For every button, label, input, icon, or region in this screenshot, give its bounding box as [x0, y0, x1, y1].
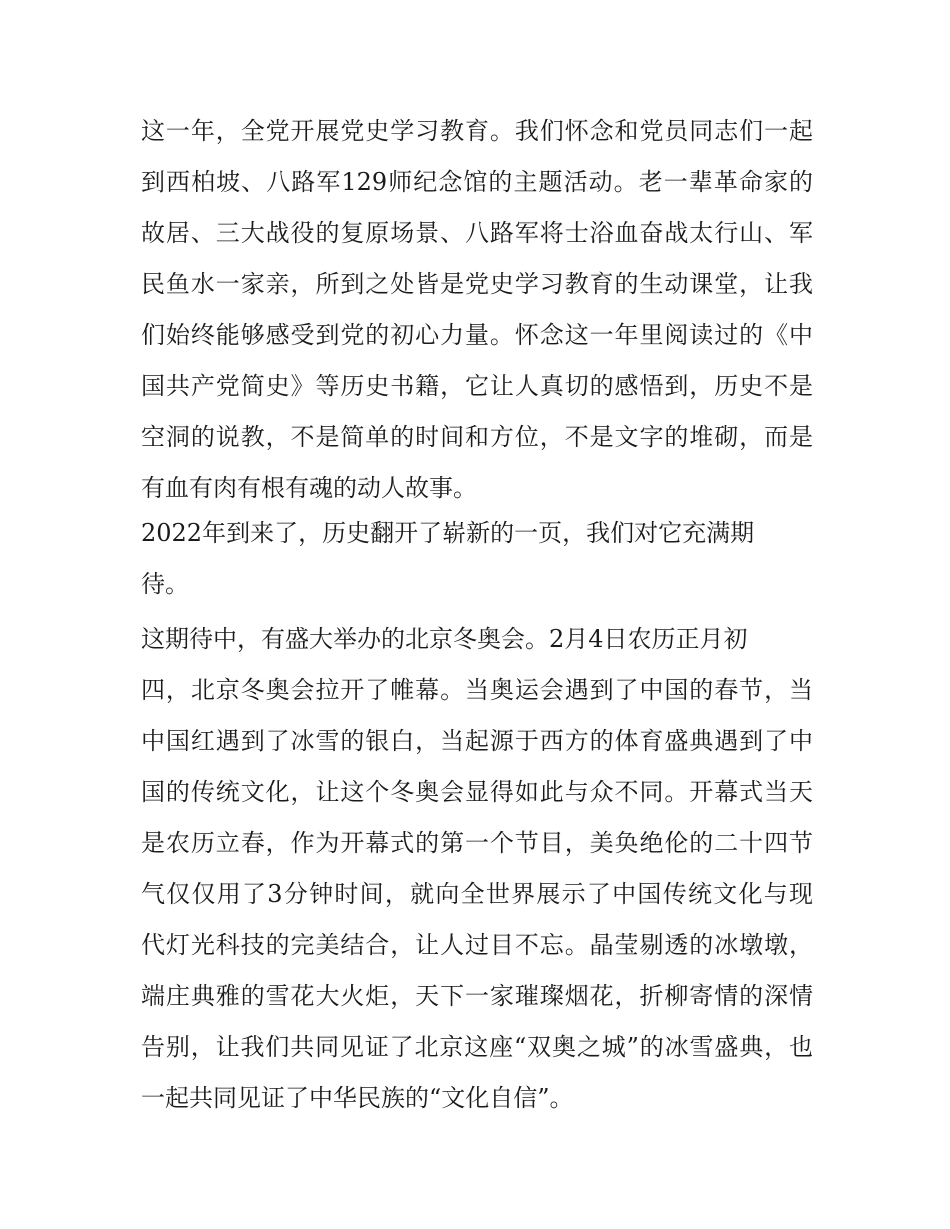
text-line: 是农历立春，作为开幕式的第一个节目，美奂绝伦的二十四节: [141, 829, 813, 857]
text-line: 空洞的说教，不是简单的时间和方位，不是文字的堆砌，而是: [141, 423, 813, 451]
text-line: 气仅仅用了3分钟时间，就向全世界展示了中国传统文化与现: [141, 880, 813, 908]
text-line: 四，北京冬奥会拉开了帷幕。当奥运会遇到了中国的春节，当: [141, 676, 813, 704]
text-line: 们始终能够感受到党的初心力量。怀念这一年里阅读过的《中: [141, 321, 813, 349]
text-line: 代灯光科技的完美结合，让人过目不忘。晶莹剔透的冰墩墩，: [141, 931, 813, 959]
text-line: 中国红遇到了冰雪的银白，当起源于西方的体育盛典遇到了中: [141, 727, 813, 755]
text-line: 这期待中，有盛大举办的北京冬奥会。2月4日农历正月初: [141, 625, 748, 653]
text-line: 民鱼水一家亲，所到之处皆是党史学习教育的生动课堂，让我: [141, 270, 813, 298]
paragraph-new-year: [141, 508, 813, 610]
text-line: 一起共同见证了中华民族的“文化自信”。: [141, 1084, 574, 1112]
text-line: 这一年，全党开展党史学习教育。我们怀念和党员同志们一起: [141, 117, 813, 145]
paragraph-winter-olympics: [141, 614, 813, 1124]
text-line: 故居、三大战役的复原场景、八路军将士浴血奋战太行山、军: [141, 219, 813, 247]
text-line: 端庄典雅的雪花大火炬，天下一家璀璨烟花，折柳寄情的深情: [141, 982, 813, 1010]
paragraph-party-history: [141, 106, 813, 514]
text-line: 有血有肉有根有魂的动人故事。: [141, 474, 477, 502]
text-line: 国的传统文化，让这个冬奥会显得如此与众不同。开幕式当天: [141, 778, 813, 806]
text-line: 2022年到来了，历史翻开了崭新的一页，我们对它充满期: [141, 519, 755, 547]
text-line: 告别，让我们共同见证了北京这座“双奥之城”的冰雪盛典，也: [141, 1033, 813, 1061]
text-line: 国共产党简史》等历史书籍，它让人真切的感悟到，历史不是: [141, 372, 813, 400]
text-line: 到西柏坡、八路军129师纪念馆的主题活动。老一辈革命家的: [141, 168, 813, 196]
text-line: 待。: [141, 570, 189, 598]
